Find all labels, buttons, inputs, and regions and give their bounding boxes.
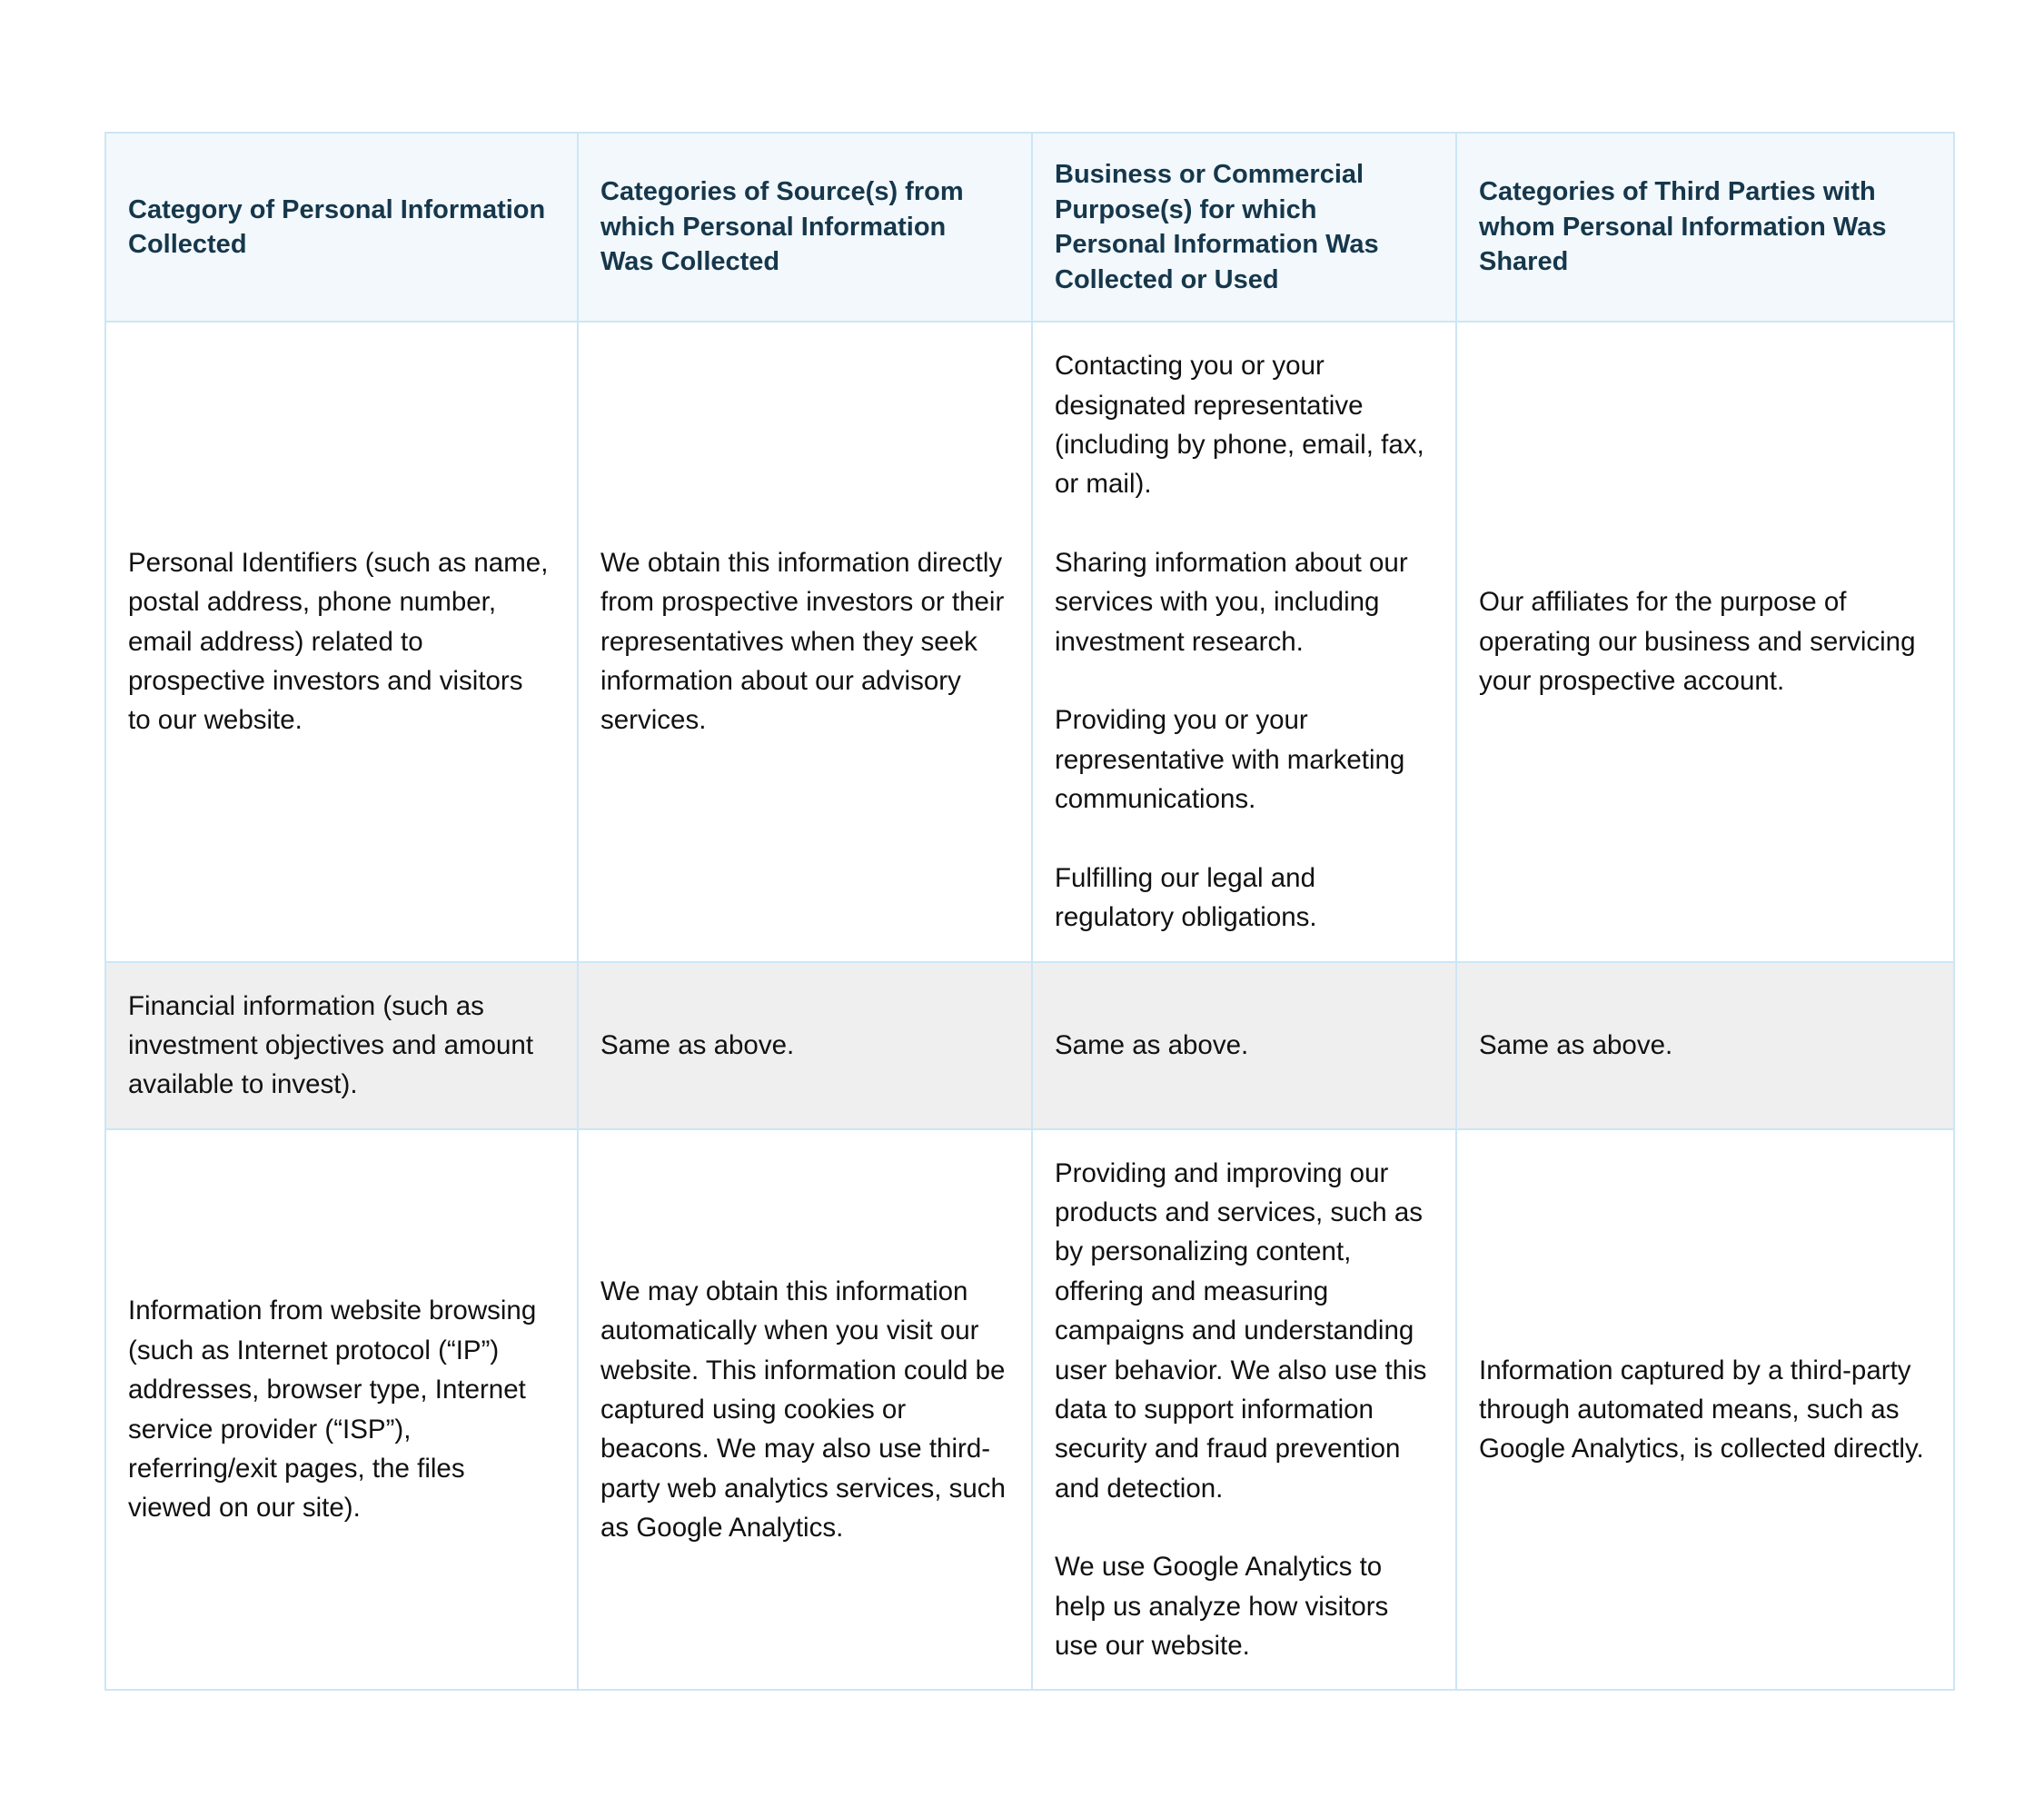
- purpose-paragraph-list: [1055, 346, 1430, 937]
- cell-sources: We obtain this information directly from prospective investors or their representatives when they seek information about our advisory services.: [578, 322, 1032, 961]
- third-party-paragraph-list: [1479, 1351, 1928, 1469]
- cell-purposes: [1032, 1129, 1456, 1691]
- purpose-paragraph: Contacting you or your designated representative (including by phone, email, fax, or mail).: [1055, 351, 1424, 500]
- third-party-paragraph: Our affiliates for the purpose of operating our business and servicing your prospective account.: [1479, 587, 1916, 697]
- table-row: [105, 322, 1954, 961]
- cell-third-parties: [1456, 1129, 1954, 1691]
- personal-information-disclosure-table: [104, 132, 1955, 1691]
- purpose-paragraph: Fulfilling our legal and regulatory obligations.: [1055, 862, 1317, 933]
- cell-sources: We may obtain this information automatically when you visit our website. This information could be captured using cookies or beacons. We may also use third-party web analytics services, such as Google Analytics.: [578, 1129, 1032, 1691]
- purpose-paragraph-list: [1055, 1026, 1430, 1065]
- purpose-paragraph: Providing and improving our products and services, such as by personalizing content, offering and measuring campaigns and understanding user behavior. We also use this data to support information security and fraud prevention and detection.: [1055, 1157, 1427, 1504]
- cell-purposes: [1032, 322, 1456, 961]
- table-body: [105, 322, 1954, 1690]
- third-party-paragraph-list: [1479, 1026, 1928, 1065]
- table-row: [105, 1129, 1954, 1691]
- cell-category: Personal Identifiers (such as name, postal address, phone number, email address) related to prospective investors and visitors to our website.: [105, 322, 578, 961]
- table-row: [105, 962, 1954, 1129]
- purpose-paragraph: Providing you or your representative with marketing communications.: [1055, 705, 1405, 815]
- cell-purposes: [1032, 962, 1456, 1129]
- column-header-category-of-personal-information-collected: Category of Personal Information Collected: [105, 133, 578, 322]
- purpose-paragraph: Same as above.: [1055, 1030, 1249, 1060]
- purpose-paragraph: We use Google Analytics to help us analyze how visitors use our website.: [1055, 1552, 1389, 1662]
- cell-sources: Same as above.: [578, 962, 1032, 1129]
- cell-third-parties: [1456, 322, 1954, 961]
- column-header-categories-of-sources: Categories of Source(s) from which Personal Information Was Collected: [578, 133, 1032, 322]
- cell-category: Information from website browsing (such as Internet protocol (“IP”) addresses, browser type, Internet service provider (“ISP”), referring/exit pages, the files viewed on our site).: [105, 1129, 578, 1691]
- cell-third-parties: [1456, 962, 1954, 1129]
- third-party-paragraph: Information captured by a third-party through automated means, such as Google Analytics, is collected directly.: [1479, 1355, 1924, 1465]
- privacy-disclosure-table-container: [104, 132, 1953, 1691]
- cell-category: Financial information (such as investment objectives and amount available to invest).: [105, 962, 578, 1129]
- third-party-paragraph-list: [1479, 582, 1928, 700]
- purpose-paragraph: Sharing information about our services with you, including investment research.: [1055, 548, 1408, 657]
- column-header-categories-of-third-parties: Categories of Third Parties with whom Personal Information Was Shared: [1456, 133, 1954, 322]
- third-party-paragraph: Same as above.: [1479, 1030, 1673, 1060]
- purpose-paragraph-list: [1055, 1154, 1430, 1666]
- table-header: [105, 133, 1954, 322]
- table-header-row: [105, 133, 1954, 322]
- column-header-business-or-commercial-purposes: Business or Commercial Purpose(s) for which Personal Information Was Collected or Used: [1032, 133, 1456, 322]
